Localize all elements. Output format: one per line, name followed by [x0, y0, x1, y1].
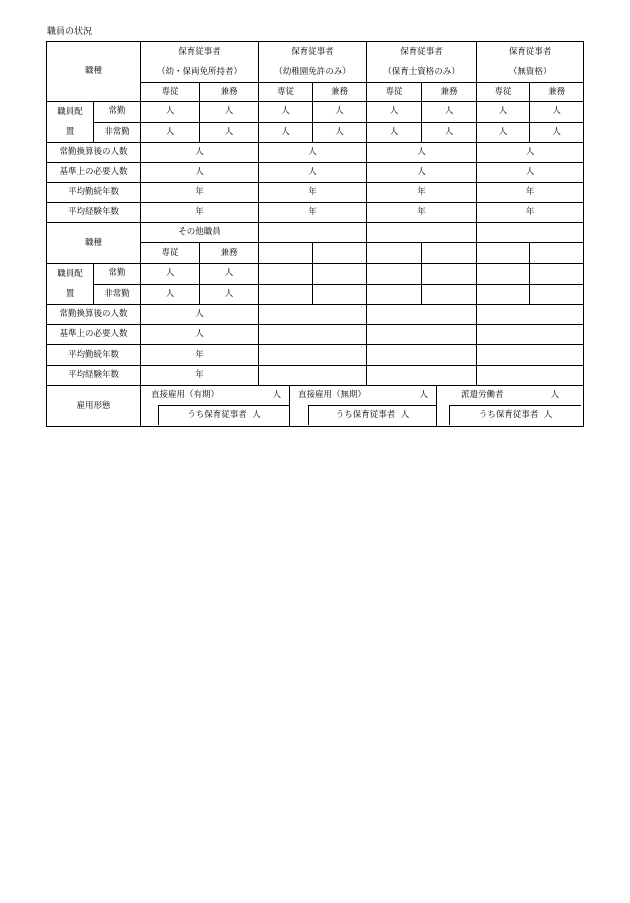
unit-cell: 年	[141, 203, 259, 223]
other-staff-header: その他職員	[141, 223, 259, 243]
of-which-childcare-box: うち保育従事者 人	[158, 405, 289, 425]
fte-label: 常勤換算後の人数	[47, 143, 141, 163]
empty-cell	[313, 284, 367, 305]
part-time-header: 兼務	[200, 83, 259, 102]
empty-cell	[259, 284, 313, 305]
job-type-header: 職種	[47, 42, 141, 102]
empty-cell	[259, 325, 367, 345]
empty-cell	[367, 345, 477, 366]
regular-label: 常勤	[94, 102, 141, 123]
direct-indefinite-label: 直接雇用（無期）	[298, 390, 367, 400]
empty-cell	[367, 305, 477, 325]
unit-cell: 人	[422, 102, 477, 123]
part-time-header: 兼務	[313, 83, 367, 102]
empty-cell	[477, 243, 530, 264]
staff-placement-label: 職員配 置	[47, 102, 94, 143]
part-time-header: 兼務	[530, 83, 584, 102]
empty-cell	[422, 264, 477, 285]
empty-cell	[367, 243, 422, 264]
empty-cell	[530, 284, 584, 305]
unit-cell: 人	[259, 122, 313, 143]
empty-cell	[259, 223, 367, 243]
direct-fixed-block	[143, 386, 290, 426]
unit-cell: 人	[477, 143, 584, 163]
unit-cell: 人	[477, 163, 584, 183]
unit-cell: 年	[477, 203, 584, 223]
of-which-childcare-box: うち保育従事者 人	[449, 405, 581, 425]
direct-indefinite-block	[290, 386, 437, 426]
unit-cell: 年	[141, 345, 259, 366]
unit-cell: 人	[367, 122, 422, 143]
unit-cell: 人	[200, 122, 259, 143]
required-label: 基準上の必要人数	[47, 163, 141, 183]
unit-cell: 人	[530, 122, 584, 143]
unit-cell: 人	[141, 102, 200, 123]
unit-cell: 人	[259, 163, 367, 183]
other-job-type-header: 職種	[47, 223, 141, 264]
staff-status-table	[46, 41, 584, 427]
full-time-header: 専従	[141, 243, 200, 264]
empty-cell	[259, 243, 313, 264]
unit-cell: 人	[141, 305, 259, 325]
empty-cell	[477, 223, 584, 243]
category-header-3: 保育従事者 （保育士資格のみ）	[367, 42, 477, 83]
empty-cell	[367, 325, 477, 345]
empty-cell	[313, 264, 367, 285]
part-time-header: 兼務	[422, 83, 477, 102]
unit-cell: 人	[477, 102, 530, 123]
unit-cell: 年	[259, 183, 367, 203]
empty-cell	[367, 366, 477, 386]
empty-cell	[530, 243, 584, 264]
unit-label: 人	[550, 390, 560, 400]
category-header-4: 保育従事者 （無資格）	[477, 42, 584, 83]
unit-cell: 人	[141, 264, 200, 285]
unit-cell: 人	[200, 264, 259, 285]
empty-cell	[477, 325, 584, 345]
avg-tenure-label: 平均勤続年数	[47, 345, 141, 366]
unit-cell: 人	[530, 102, 584, 123]
staff-placement-label: 職員配 置	[47, 264, 94, 305]
empty-cell	[367, 264, 422, 285]
dispatch-block	[437, 386, 581, 426]
employment-type-cell	[141, 386, 584, 427]
unit-cell: 人	[477, 122, 530, 143]
irregular-label: 非常勤	[94, 122, 141, 143]
fte-label: 常勤換算後の人数	[47, 305, 141, 325]
unit-cell: 人	[367, 163, 477, 183]
avg-tenure-label: 平均勤続年数	[47, 183, 141, 203]
empty-cell	[259, 305, 367, 325]
required-label: 基準上の必要人数	[47, 325, 141, 345]
unit-cell: 人	[367, 102, 422, 123]
full-time-header: 専従	[367, 83, 422, 102]
unit-cell: 人	[422, 122, 477, 143]
avg-experience-label: 平均経験年数	[47, 203, 141, 223]
category-header-1: 保育従事者 （幼・保両免所持者）	[141, 42, 259, 83]
empty-cell	[259, 366, 367, 386]
unit-cell: 年	[259, 203, 367, 223]
empty-cell	[259, 264, 313, 285]
empty-cell	[477, 264, 530, 285]
unit-cell: 人	[141, 122, 200, 143]
unit-cell: 人	[200, 102, 259, 123]
empty-cell	[367, 223, 477, 243]
empty-cell	[313, 243, 367, 264]
regular-label: 常勤	[94, 264, 141, 285]
unit-cell: 人	[141, 163, 259, 183]
full-time-header: 専従	[477, 83, 530, 102]
part-time-header: 兼務	[200, 243, 259, 264]
page-title: 職員の状況	[47, 27, 93, 37]
of-which-childcare-box: うち保育従事者 人	[308, 405, 436, 425]
full-time-header: 専従	[141, 83, 200, 102]
full-time-header: 専従	[259, 83, 313, 102]
avg-experience-label: 平均経験年数	[47, 366, 141, 386]
empty-cell	[422, 243, 477, 264]
unit-cell: 人	[259, 143, 367, 163]
category-header-2: 保育従事者 （幼稚園免許のみ）	[259, 42, 367, 83]
empty-cell	[477, 345, 584, 366]
unit-cell: 年	[141, 366, 259, 386]
unit-cell: 人	[200, 284, 259, 305]
unit-cell: 年	[367, 203, 477, 223]
empty-cell	[259, 345, 367, 366]
unit-cell: 年	[367, 183, 477, 203]
unit-cell: 人	[141, 284, 200, 305]
irregular-label: 非常勤	[94, 284, 141, 305]
employment-type-label: 雇用形態	[47, 386, 141, 427]
unit-cell: 人	[259, 102, 313, 123]
empty-cell	[477, 366, 584, 386]
empty-cell	[422, 284, 477, 305]
direct-fixed-label: 直接雇用（有期）	[151, 390, 220, 400]
empty-cell	[530, 264, 584, 285]
unit-cell: 人	[141, 325, 259, 345]
unit-cell: 人	[313, 102, 367, 123]
unit-label: 人	[272, 390, 282, 400]
unit-cell: 人	[367, 143, 477, 163]
unit-label: 人	[419, 390, 429, 400]
unit-cell: 年	[477, 183, 584, 203]
unit-cell: 年	[141, 183, 259, 203]
empty-cell	[367, 284, 422, 305]
dispatch-label: 派遣労働者	[461, 390, 504, 400]
empty-cell	[477, 284, 530, 305]
unit-cell: 人	[313, 122, 367, 143]
empty-cell	[477, 305, 584, 325]
unit-cell: 人	[141, 143, 259, 163]
